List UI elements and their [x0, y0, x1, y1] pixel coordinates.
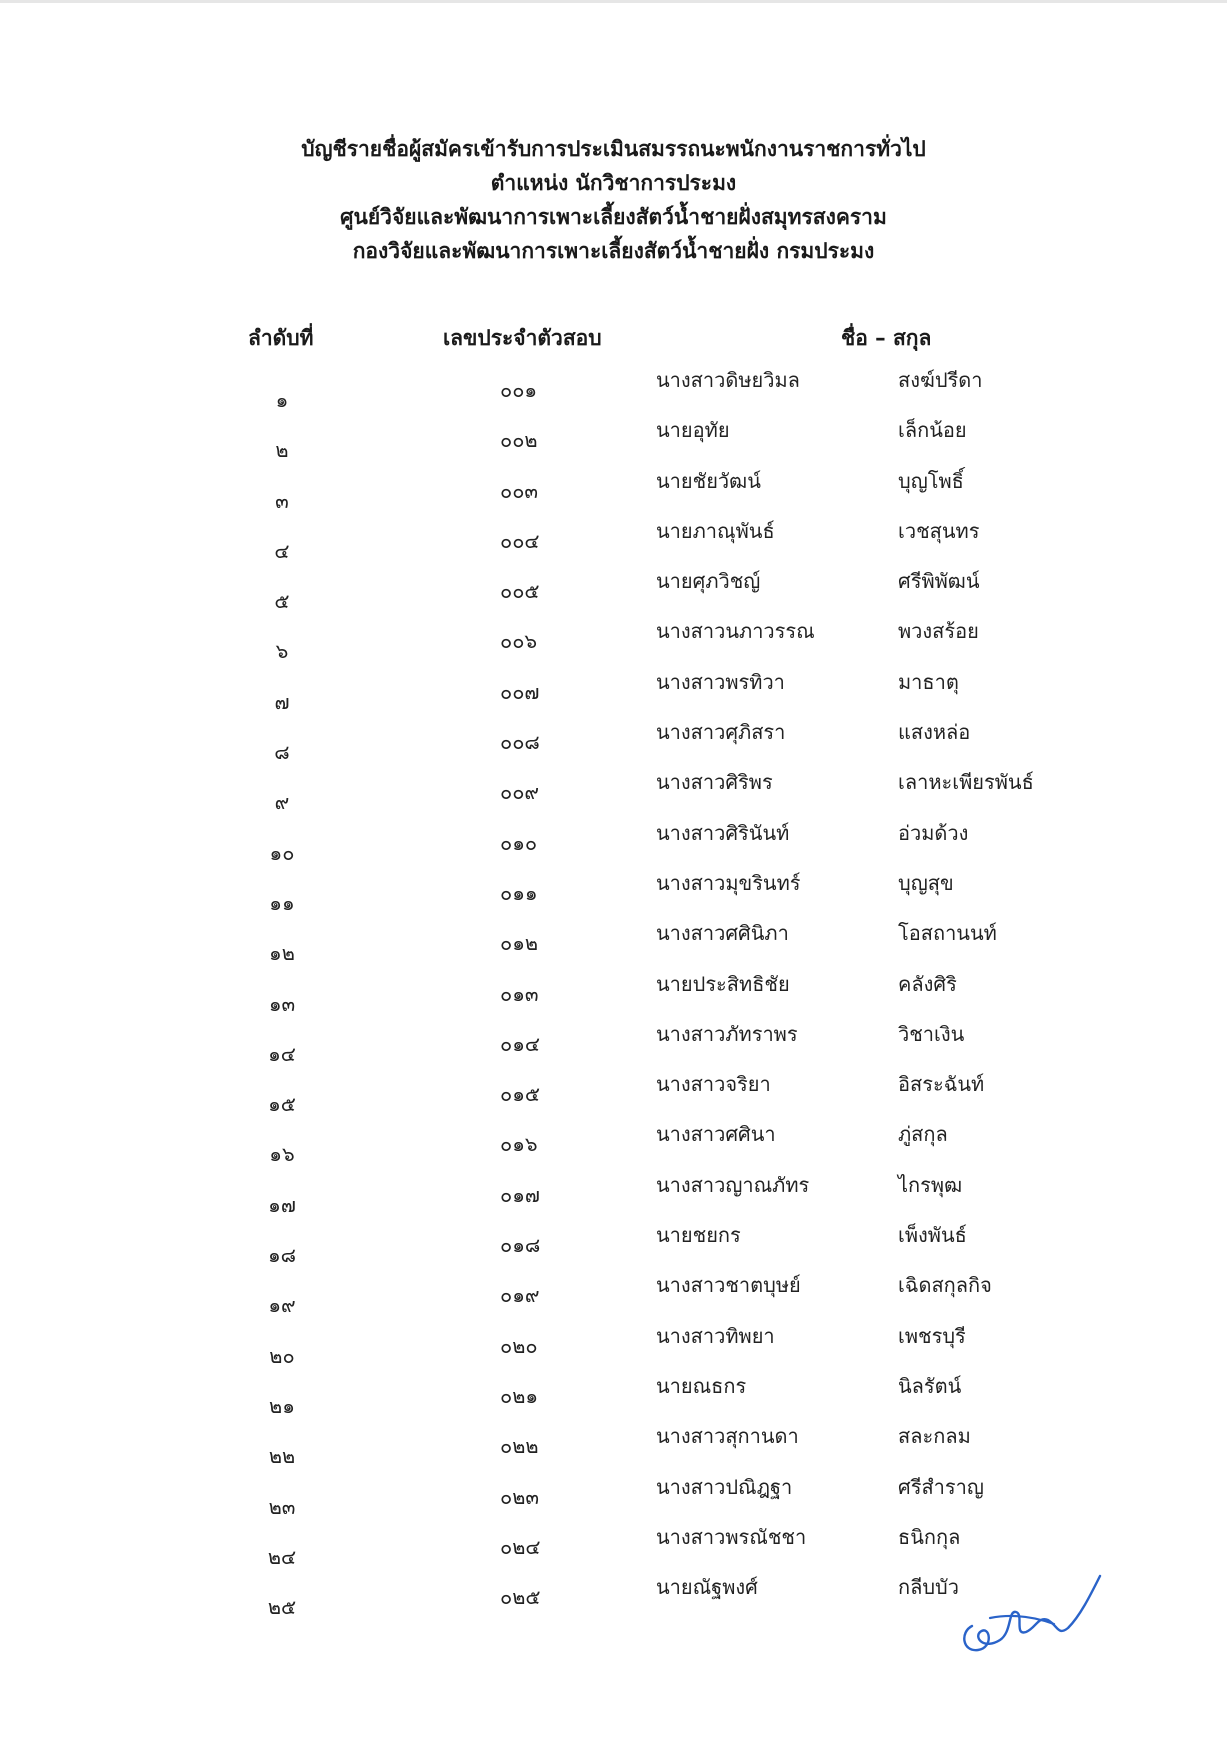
applicant-list: [0, 360, 1227, 1620]
row-first-name: นางสาวปณิฎฐา: [656, 1474, 793, 1499]
table-row: [0, 1265, 1227, 1318]
row-last-name: วิชาเงิน: [898, 1021, 965, 1046]
row-last-name: อ่วมด้วง: [898, 820, 969, 845]
column-header-full-name: ชื่อ – สกุล: [841, 326, 932, 350]
row-sequence-number: ๑๑: [269, 890, 295, 915]
row-last-name: สละกลม: [898, 1424, 971, 1449]
row-first-name: นางสาวศศินิภา: [656, 921, 789, 946]
table-row: [0, 1467, 1227, 1517]
row-sequence-number: ๑๘: [267, 1243, 297, 1268]
row-last-name: นิลรัตน์: [898, 1373, 962, 1398]
table-row: [0, 762, 1227, 815]
column-header-exam-id: เลขประจำตัวสอบ: [443, 326, 602, 350]
row-sequence-number: ๒๑: [269, 1393, 295, 1418]
row-exam-id: ๐๑๑: [500, 880, 538, 905]
row-sequence-number: ๑๗: [268, 1192, 296, 1217]
row-last-name: ภู่สกุล: [898, 1122, 948, 1147]
table-row: [0, 1366, 1227, 1416]
row-sequence-number: ๖: [275, 639, 289, 664]
row-exam-id: ๐๒๑: [500, 1383, 539, 1408]
row-first-name: นางสาวพรทิวา: [656, 669, 785, 694]
row-exam-id: ๐๐๗: [500, 679, 540, 704]
row-exam-id: ๐๐๕: [500, 579, 540, 604]
row-exam-id: ๐๐๓: [500, 478, 539, 503]
row-sequence-number: ๒: [275, 438, 289, 463]
table-row: [0, 1165, 1227, 1215]
table-row: [0, 1064, 1227, 1117]
row-first-name: นางสาวศศินา: [656, 1122, 776, 1147]
row-sequence-number: ๒๒: [268, 1444, 296, 1469]
table-row: [0, 813, 1227, 863]
row-first-name: นางสาวทิพยา: [656, 1323, 775, 1348]
row-exam-id: ๐๐๖: [500, 629, 538, 654]
row-exam-id: ๐๑๐: [500, 830, 538, 855]
row-first-name: นางสาวนภาวรรณ: [656, 619, 815, 644]
header-division: กองวิจัยและพัฒนาการเพาะเลี้ยงสัตว์น้ำชายฝั่ง กรมประมง: [352, 239, 875, 263]
table-row: [0, 410, 1227, 463]
row-sequence-number: ๑๒: [269, 941, 295, 966]
row-first-name: นายอุทัย: [656, 418, 730, 443]
row-first-name: นายชัยวัฒน์: [656, 468, 761, 493]
row-last-name: ไกรพุฒ: [898, 1172, 963, 1197]
row-sequence-number: ๗: [274, 689, 290, 714]
column-header-sequence: ลำดับที่: [248, 326, 314, 350]
row-exam-id: ๐๐๙: [500, 780, 540, 805]
row-first-name: นางสาวญาณภัทร: [656, 1172, 810, 1197]
row-exam-id: ๐๑๙: [500, 1283, 540, 1308]
row-last-name: ศรีสำราญ: [898, 1474, 984, 1499]
row-last-name: มาธาตุ: [898, 669, 959, 694]
row-first-name: นายประสิทธิชัย: [656, 971, 790, 996]
row-first-name: นางสาวศิรินันท์: [656, 820, 790, 845]
row-first-name: นางสาวภัทราพร: [656, 1021, 798, 1046]
table-row: [0, 964, 1227, 1014]
row-first-name: นางสาวดิษยวิมล: [656, 368, 800, 392]
row-first-name: นางสาวศิริพร: [656, 770, 773, 795]
row-exam-id: ๐๐๑: [500, 378, 538, 402]
row-last-name: โอสถานนท์: [898, 921, 997, 946]
row-last-name: เพชรบุรี: [898, 1323, 966, 1348]
row-first-name: นางสาวชาตบุษย์: [656, 1273, 801, 1298]
row-last-name: กลีบบัว: [898, 1575, 959, 1600]
table-row: [0, 611, 1227, 664]
row-last-name: บุญโพธิ์: [898, 468, 964, 493]
row-exam-id: ๐๑๖: [500, 1132, 538, 1157]
handwritten-signature: [950, 1540, 1110, 1670]
table-row: [0, 360, 1227, 410]
row-sequence-number: ๑๔: [268, 1041, 296, 1066]
row-sequence-number: ๕: [274, 589, 290, 614]
row-last-name: คลังศิริ: [898, 971, 957, 996]
row-first-name: นางสาวพรณัชชา: [656, 1524, 807, 1549]
row-last-name: ศรีพิพัฒน์: [898, 569, 980, 594]
row-sequence-number: ๒๓: [268, 1494, 296, 1519]
row-sequence-number: ๔: [274, 538, 290, 563]
row-sequence-number: ๒๔: [267, 1544, 297, 1569]
header-title: บัญชีรายชื่อผู้สมัครเข้ารับการประเมินสมรรถนะพนักงานราชการทั่วไป: [301, 137, 926, 161]
row-last-name: เพ็งพันธ์: [898, 1223, 967, 1248]
row-first-name: นายณัฐพงศ์: [656, 1575, 758, 1600]
row-first-name: นายชยกร: [656, 1223, 741, 1248]
row-exam-id: ๐๑๓: [500, 981, 539, 1006]
table-row: [0, 1014, 1227, 1064]
table-row: [0, 1316, 1227, 1366]
row-last-name: ธนิกกุล: [898, 1524, 961, 1549]
row-first-name: นายศุภวิชญ์: [656, 569, 761, 594]
row-exam-id: ๐๑๒: [500, 931, 539, 956]
row-sequence-number: ๘: [274, 740, 290, 765]
row-sequence-number: ๒๐: [269, 1343, 295, 1368]
table-row: [0, 1114, 1227, 1167]
row-exam-id: ๐๒๓: [500, 1484, 540, 1509]
row-exam-id: ๐๐๒: [500, 428, 538, 453]
row-last-name: แสงหล่อ: [898, 720, 971, 745]
document-header: [0, 132, 1227, 268]
table-row: [0, 461, 1227, 511]
row-exam-id: ๐๑๕: [500, 1082, 541, 1107]
table-row: [0, 561, 1227, 614]
scan-edge-line: [0, 0, 1227, 3]
table-row: [0, 1215, 1227, 1268]
row-first-name: นางสาวศุภิสรา: [656, 720, 786, 745]
row-sequence-number: ๓: [275, 488, 289, 513]
row-first-name: นางสาวสุกานดา: [656, 1424, 799, 1449]
row-sequence-number: ๒๕: [267, 1595, 297, 1620]
row-exam-id: ๐๒๐: [500, 1333, 538, 1358]
row-first-name: นายณธกร: [656, 1373, 747, 1398]
row-sequence-number: ๑: [275, 388, 289, 412]
row-last-name: เลาหะเพียรพันธ์: [898, 770, 1034, 795]
row-exam-id: ๐๒๒: [500, 1434, 539, 1459]
row-last-name: เล็กน้อย: [898, 418, 967, 443]
row-first-name: นางสาวจริยา: [656, 1072, 771, 1097]
row-last-name: สงฆ์ปรีดา: [898, 368, 983, 392]
table-row: [0, 913, 1227, 966]
row-last-name: เวชสุนทร: [898, 518, 980, 543]
row-last-name: เฉิดสกุลกิจ: [898, 1273, 992, 1298]
row-exam-id: ๐๐๔: [500, 528, 540, 553]
row-sequence-number: ๑๓: [268, 991, 296, 1016]
table-row: [0, 662, 1227, 712]
table-row: [0, 511, 1227, 561]
row-sequence-number: ๑๕: [268, 1092, 296, 1117]
table-row: [0, 712, 1227, 765]
row-sequence-number: ๑๖: [269, 1142, 295, 1167]
row-first-name: นายภาณุพันธ์: [656, 518, 775, 543]
row-last-name: บุญสุข: [898, 870, 954, 895]
row-sequence-number: ๑๙: [268, 1293, 296, 1318]
row-exam-id: ๐๒๔: [500, 1534, 541, 1559]
row-last-name: อิสระฉันท์: [898, 1072, 985, 1097]
row-exam-id: ๐๒๕: [500, 1585, 541, 1610]
table-row: [0, 863, 1227, 913]
row-sequence-number: ๙: [274, 790, 290, 815]
header-position: ตำแหน่ง นักวิชาการประมง: [490, 171, 737, 195]
row-exam-id: ๐๑๗: [500, 1182, 540, 1207]
row-exam-id: ๐๐๘: [500, 730, 540, 755]
row-exam-id: ๐๑๘: [500, 1233, 541, 1258]
table-row: [0, 1416, 1227, 1469]
row-first-name: นางสาวมุขรินทร์: [656, 870, 801, 895]
row-exam-id: ๐๑๔: [500, 1031, 541, 1056]
row-last-name: พวงสร้อย: [898, 619, 979, 644]
header-center: ศูนย์วิจัยและพัฒนาการเพาะเลี้ยงสัตว์น้ำชายฝั่งสมุทรสงคราม: [340, 205, 887, 229]
row-sequence-number: ๑๐: [269, 840, 295, 865]
